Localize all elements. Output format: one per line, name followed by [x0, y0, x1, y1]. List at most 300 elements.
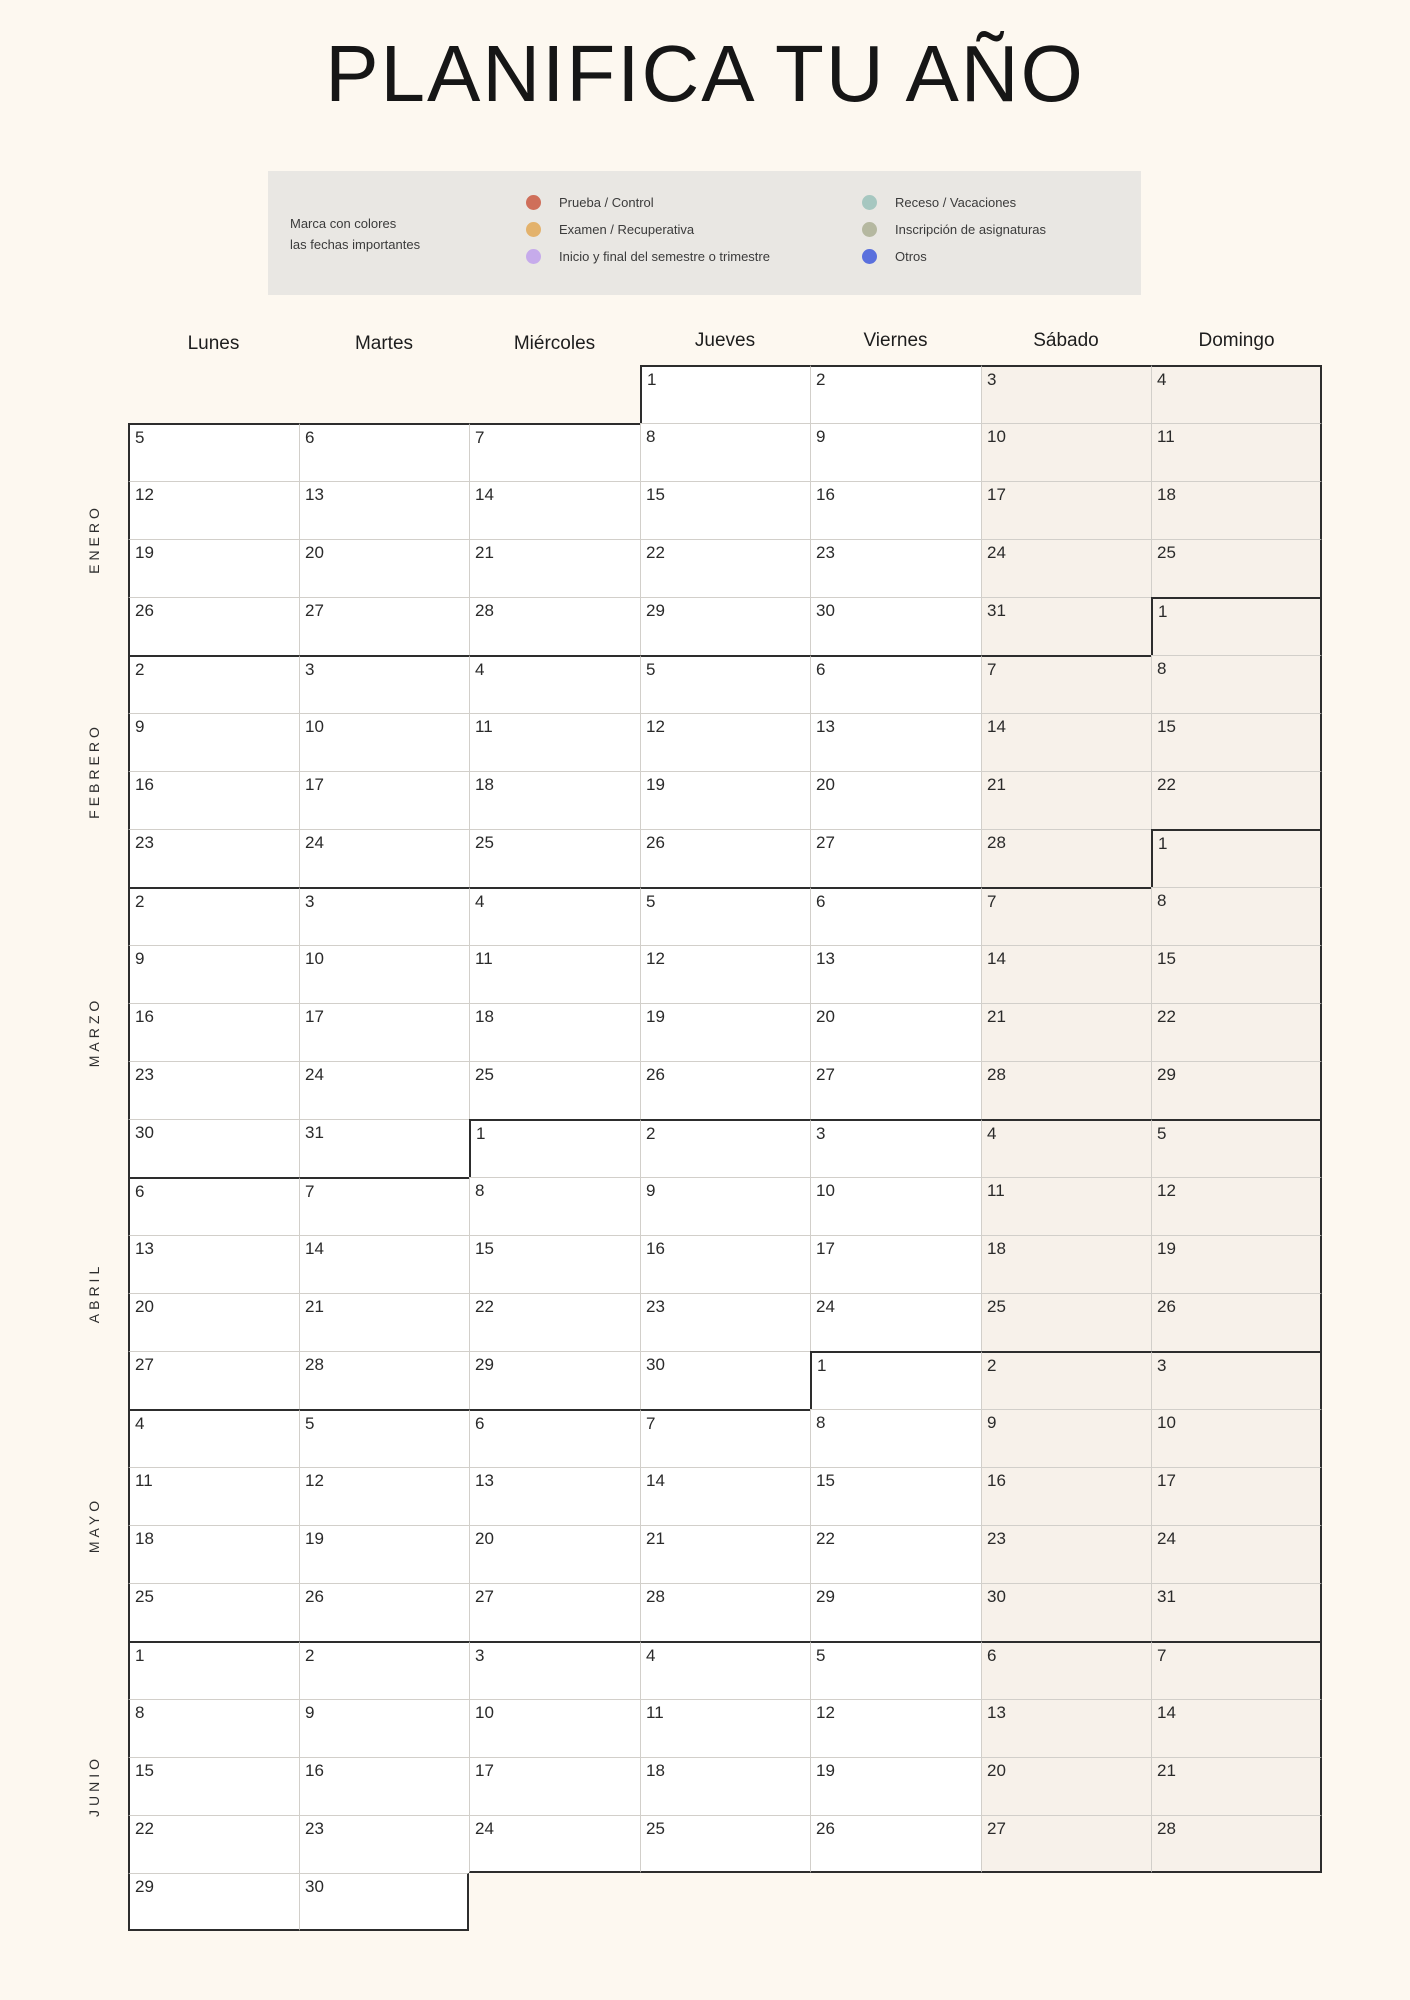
day-cell[interactable]: [981, 1815, 1151, 1873]
day-number: 18: [987, 1239, 1006, 1258]
day-cell[interactable]: [299, 597, 469, 655]
day-cell[interactable]: [1151, 481, 1322, 539]
day-cell[interactable]: [128, 829, 299, 887]
day-number: 13: [816, 949, 835, 968]
day-cell[interactable]: [810, 829, 981, 887]
month-label-enero: ENERO: [86, 504, 102, 574]
legend-dot: [526, 249, 541, 264]
day-number: 15: [1157, 949, 1176, 968]
day-cell[interactable]: [640, 1699, 810, 1757]
legend-item-label: Prueba / Control: [559, 194, 654, 210]
day-cell[interactable]: [469, 1003, 640, 1061]
day-number: 15: [475, 1239, 494, 1258]
day-cell[interactable]: [981, 481, 1151, 539]
day-cell[interactable]: [981, 945, 1151, 1003]
day-number: 25: [987, 1297, 1006, 1316]
page-title: PLANIFICA TU AÑO: [325, 29, 1085, 118]
day-cell[interactable]: [128, 655, 299, 713]
day-cell[interactable]: [810, 1235, 981, 1293]
day-cell[interactable]: [299, 655, 469, 713]
day-cell[interactable]: [640, 887, 810, 945]
day-cell[interactable]: [128, 1293, 299, 1351]
day-cell[interactable]: [810, 1003, 981, 1061]
day-cell[interactable]: [640, 423, 810, 481]
day-cell[interactable]: [299, 1641, 469, 1699]
day-cell[interactable]: [640, 1815, 810, 1873]
day-cell[interactable]: [1151, 1409, 1322, 1467]
day-cell[interactable]: [640, 1757, 810, 1815]
day-cell[interactable]: [469, 1409, 640, 1467]
day-cell[interactable]: [128, 1061, 299, 1119]
day-cell[interactable]: [128, 1757, 299, 1815]
day-cell[interactable]: [810, 945, 981, 1003]
day-cell[interactable]: [981, 713, 1151, 771]
day-number: 3: [305, 892, 315, 911]
day-cell[interactable]: [469, 713, 640, 771]
day-cell[interactable]: [810, 1525, 981, 1583]
day-number: 6: [475, 1414, 485, 1433]
day-number: 6: [816, 660, 826, 679]
day-cell[interactable]: [299, 1293, 469, 1351]
day-cell[interactable]: [128, 887, 299, 945]
day-number: 14: [987, 949, 1006, 968]
day-cell[interactable]: [469, 1699, 640, 1757]
day-cell[interactable]: [299, 713, 469, 771]
day-cell[interactable]: [128, 423, 299, 481]
day-number: 16: [135, 775, 154, 794]
day-cell[interactable]: [299, 1119, 469, 1177]
day-number: 14: [475, 485, 494, 504]
day-cell[interactable]: [810, 1641, 981, 1699]
day-number: 23: [135, 1065, 154, 1084]
day-number: 18: [646, 1761, 665, 1780]
day-cell[interactable]: [810, 597, 981, 655]
day-cell[interactable]: [299, 1177, 469, 1235]
day-cell[interactable]: [128, 1815, 299, 1873]
day-number: 23: [646, 1297, 665, 1316]
day-cell[interactable]: [810, 771, 981, 829]
day-number: 1: [135, 1646, 145, 1665]
day-cell[interactable]: [469, 1757, 640, 1815]
day-cell[interactable]: [981, 1409, 1151, 1467]
day-cell[interactable]: [469, 481, 640, 539]
day-number: 17: [305, 1007, 324, 1026]
day-number: 22: [816, 1529, 835, 1548]
day-cell[interactable]: [810, 887, 981, 945]
day-cell[interactable]: [299, 1757, 469, 1815]
day-number: 3: [475, 1646, 485, 1665]
day-number: 22: [135, 1819, 154, 1838]
day-number: 10: [816, 1181, 835, 1200]
day-number: 4: [987, 1124, 997, 1143]
day-number: 18: [475, 775, 494, 794]
day-cell[interactable]: [981, 1235, 1151, 1293]
day-cell[interactable]: [128, 1235, 299, 1293]
day-cell[interactable]: [640, 945, 810, 1003]
day-cell[interactable]: [1151, 1467, 1322, 1525]
day-number: 25: [646, 1819, 665, 1838]
day-cell[interactable]: [299, 1815, 469, 1873]
day-number: 26: [1157, 1297, 1176, 1316]
day-number: 24: [1157, 1529, 1176, 1548]
day-cell[interactable]: [469, 771, 640, 829]
day-cell[interactable]: [469, 1815, 640, 1873]
day-number: 17: [987, 485, 1006, 504]
day-cell[interactable]: [469, 887, 640, 945]
day-cell[interactable]: [640, 771, 810, 829]
day-cell[interactable]: [469, 1351, 640, 1409]
legend-dot: [862, 195, 877, 210]
day-cell[interactable]: [1151, 1119, 1322, 1177]
day-cell[interactable]: [640, 1409, 810, 1467]
day-cell[interactable]: [128, 1467, 299, 1525]
day-number: 22: [1157, 775, 1176, 794]
day-number: 6: [816, 892, 826, 911]
legend-item-label: Otros: [895, 248, 927, 264]
legend-item-receso: [862, 193, 1016, 211]
day-number: 11: [646, 1703, 664, 1722]
day-cell[interactable]: [640, 1583, 810, 1641]
day-cell[interactable]: [1151, 655, 1322, 713]
day-cell[interactable]: [299, 1873, 469, 1931]
day-number: 28: [305, 1355, 324, 1374]
day-header-domingo: Domingo: [1198, 330, 1275, 351]
day-cell[interactable]: [128, 1409, 299, 1467]
day-cell[interactable]: [1151, 1351, 1322, 1409]
day-number: 24: [305, 833, 324, 852]
day-cell[interactable]: [810, 1699, 981, 1757]
day-cell[interactable]: [981, 1699, 1151, 1757]
day-cell[interactable]: [128, 1351, 299, 1409]
day-cell[interactable]: [469, 1583, 640, 1641]
day-number: 31: [987, 601, 1006, 620]
day-cell[interactable]: [299, 1351, 469, 1409]
day-cell[interactable]: [1151, 1815, 1322, 1873]
day-number: 20: [475, 1529, 494, 1548]
day-cell[interactable]: [640, 1293, 810, 1351]
day-cell[interactable]: [128, 1525, 299, 1583]
day-number: 27: [816, 1065, 835, 1084]
day-number: 26: [646, 833, 665, 852]
day-cell[interactable]: [469, 423, 640, 481]
day-cell[interactable]: [640, 481, 810, 539]
day-cell[interactable]: [810, 1409, 981, 1467]
day-number: 20: [305, 543, 324, 562]
day-number: 12: [1157, 1181, 1176, 1200]
day-cell[interactable]: [1151, 1061, 1322, 1119]
legend-intro-line2: las fechas importantes: [290, 237, 421, 252]
legend-intro: [290, 213, 420, 255]
day-number: 24: [305, 1065, 324, 1084]
day-number: 28: [1157, 1819, 1176, 1838]
day-cell[interactable]: [469, 539, 640, 597]
day-number: 21: [305, 1297, 324, 1316]
day-cell[interactable]: [128, 945, 299, 1003]
day-number: 4: [475, 892, 485, 911]
legend-item-label: Inscripción de asignaturas: [895, 221, 1047, 237]
day-cell[interactable]: [469, 1177, 640, 1235]
day-number: 14: [1157, 1703, 1176, 1722]
day-cell[interactable]: [128, 539, 299, 597]
day-cell[interactable]: [299, 423, 469, 481]
month-label-marzo: MARZO: [86, 996, 102, 1068]
day-header-sabado: Sábado: [1033, 330, 1099, 351]
day-number: 2: [816, 370, 826, 389]
day-cell[interactable]: [981, 1467, 1151, 1525]
day-cell[interactable]: [128, 1003, 299, 1061]
day-cell[interactable]: [469, 1235, 640, 1293]
day-cell[interactable]: [810, 655, 981, 713]
day-cell[interactable]: [640, 713, 810, 771]
day-cell[interactable]: [640, 655, 810, 713]
day-cell[interactable]: [299, 1467, 469, 1525]
day-number: 1: [476, 1124, 486, 1143]
day-cell[interactable]: [299, 481, 469, 539]
day-cell[interactable]: [469, 1467, 640, 1525]
day-number: 10: [987, 427, 1006, 446]
day-cell[interactable]: [810, 365, 981, 423]
day-number: 22: [1157, 1007, 1176, 1026]
day-cell[interactable]: [810, 1351, 981, 1409]
day-cell[interactable]: [981, 1061, 1151, 1119]
day-cell[interactable]: [128, 771, 299, 829]
legend-intro-line1: Marca con colores: [290, 216, 397, 231]
day-cell[interactable]: [640, 597, 810, 655]
legend-dot: [862, 249, 877, 264]
legend-item-label: Inicio y final del semestre o trimestre: [559, 248, 770, 264]
day-cell[interactable]: [469, 829, 640, 887]
day-cell[interactable]: [299, 1583, 469, 1641]
day-number: 28: [475, 601, 494, 620]
day-number: 23: [987, 1529, 1006, 1548]
day-cell[interactable]: [299, 1061, 469, 1119]
day-cell[interactable]: [981, 771, 1151, 829]
day-cell[interactable]: [981, 1351, 1151, 1409]
day-cell[interactable]: [981, 1003, 1151, 1061]
day-cell[interactable]: [128, 481, 299, 539]
day-cell[interactable]: [640, 1003, 810, 1061]
day-number: 2: [646, 1124, 656, 1143]
day-cell[interactable]: [128, 597, 299, 655]
day-cell[interactable]: [1151, 887, 1322, 945]
day-cell[interactable]: [981, 1525, 1151, 1583]
day-number: 21: [1157, 1761, 1176, 1780]
day-cell[interactable]: [469, 1641, 640, 1699]
day-number: 20: [816, 1007, 835, 1026]
day-cell[interactable]: [981, 1293, 1151, 1351]
legend-item-label: Receso / Vacaciones: [895, 194, 1017, 210]
day-number: 1: [1158, 834, 1168, 853]
day-cell[interactable]: [640, 365, 810, 423]
day-cell[interactable]: [810, 1061, 981, 1119]
day-number: 16: [646, 1239, 665, 1258]
day-number: 15: [1157, 717, 1176, 736]
day-cell[interactable]: [640, 1641, 810, 1699]
day-cell[interactable]: [810, 1293, 981, 1351]
day-cell[interactable]: [1151, 597, 1322, 655]
legend-item-inscripcion: [862, 220, 1046, 238]
day-cell[interactable]: [981, 1583, 1151, 1641]
day-cell[interactable]: [1151, 1757, 1322, 1815]
day-number: 9: [816, 427, 826, 446]
day-cell[interactable]: [1151, 1235, 1322, 1293]
day-cell[interactable]: [299, 1235, 469, 1293]
day-cell[interactable]: [810, 1815, 981, 1873]
day-cell[interactable]: [469, 1525, 640, 1583]
month-label-febrero: FEBRERO: [86, 723, 102, 819]
day-cell[interactable]: [1151, 1525, 1322, 1583]
day-cell[interactable]: [981, 1757, 1151, 1815]
day-number: 29: [816, 1587, 835, 1606]
day-cell[interactable]: [640, 1467, 810, 1525]
day-number: 8: [1157, 659, 1167, 678]
day-number: 21: [646, 1529, 665, 1548]
day-cell[interactable]: [981, 597, 1151, 655]
day-number: 12: [135, 485, 154, 504]
day-cell[interactable]: [128, 1177, 299, 1235]
day-number: 13: [816, 717, 835, 736]
day-cell[interactable]: [1151, 829, 1322, 887]
day-cell[interactable]: [1151, 1177, 1322, 1235]
day-header-miercoles: Miércoles: [513, 333, 596, 354]
day-number: 22: [646, 543, 665, 562]
day-cell[interactable]: [299, 1525, 469, 1583]
day-cell[interactable]: [469, 945, 640, 1003]
day-number: 28: [987, 833, 1006, 852]
day-number: 26: [646, 1065, 665, 1084]
day-number: 19: [135, 543, 154, 562]
day-number: 11: [475, 717, 493, 736]
day-number: 5: [305, 1414, 315, 1433]
day-cell[interactable]: [299, 1003, 469, 1061]
day-cell[interactable]: [810, 481, 981, 539]
day-cell[interactable]: [1151, 1583, 1322, 1641]
day-cell[interactable]: [299, 945, 469, 1003]
day-cell[interactable]: [810, 713, 981, 771]
day-number: 18: [475, 1007, 494, 1026]
day-cell[interactable]: [1151, 423, 1322, 481]
day-cell[interactable]: [299, 829, 469, 887]
day-cell[interactable]: [640, 1235, 810, 1293]
day-cell[interactable]: [640, 1061, 810, 1119]
day-cell[interactable]: [128, 1583, 299, 1641]
day-cell[interactable]: [1151, 713, 1322, 771]
day-number: 23: [816, 543, 835, 562]
day-number: 17: [305, 775, 324, 794]
day-number: 18: [1157, 485, 1176, 504]
day-number: 19: [646, 775, 665, 794]
day-cell[interactable]: [469, 597, 640, 655]
day-cell[interactable]: [640, 1351, 810, 1409]
day-cell[interactable]: [299, 1699, 469, 1757]
day-number: 8: [475, 1181, 485, 1200]
day-number: 31: [1157, 1587, 1176, 1606]
day-number: 27: [987, 1819, 1006, 1838]
day-number: 26: [305, 1587, 324, 1606]
day-cell[interactable]: [640, 1119, 810, 1177]
day-cell[interactable]: [640, 829, 810, 887]
day-cell[interactable]: [299, 539, 469, 597]
day-cell[interactable]: [981, 423, 1151, 481]
day-cell[interactable]: [810, 1177, 981, 1235]
legend-item-semestre: [526, 247, 770, 265]
day-cell[interactable]: [128, 1699, 299, 1757]
day-cell[interactable]: [469, 655, 640, 713]
day-number: 7: [305, 1182, 315, 1201]
day-cell[interactable]: [128, 1873, 299, 1931]
day-cell[interactable]: [640, 1525, 810, 1583]
day-number: 10: [305, 949, 324, 968]
day-cell[interactable]: [810, 1757, 981, 1815]
day-cell[interactable]: [299, 887, 469, 945]
day-number: 16: [987, 1471, 1006, 1490]
day-cell[interactable]: [1151, 1699, 1322, 1757]
day-number: 25: [475, 1065, 494, 1084]
day-cell[interactable]: [469, 1119, 640, 1177]
day-cell[interactable]: [1151, 365, 1322, 423]
day-cell[interactable]: [810, 1583, 981, 1641]
day-cell[interactable]: [1151, 1003, 1322, 1061]
month-label-junio: JUNIO: [86, 1755, 102, 1817]
day-number: 19: [646, 1007, 665, 1026]
day-cell[interactable]: [810, 1119, 981, 1177]
day-cell[interactable]: [1151, 539, 1322, 597]
day-cell[interactable]: [299, 1409, 469, 1467]
day-number: 20: [987, 1761, 1006, 1780]
day-cell[interactable]: [128, 713, 299, 771]
day-number: 27: [475, 1587, 494, 1606]
day-cell[interactable]: [1151, 771, 1322, 829]
day-cell[interactable]: [810, 539, 981, 597]
day-number: 8: [1157, 891, 1167, 910]
day-cell[interactable]: [1151, 1293, 1322, 1351]
day-cell[interactable]: [981, 1177, 1151, 1235]
day-number: 30: [816, 601, 835, 620]
day-cell[interactable]: [810, 1467, 981, 1525]
day-cell[interactable]: [1151, 1641, 1322, 1699]
day-number: 10: [1157, 1413, 1176, 1432]
day-number: 12: [646, 717, 665, 736]
day-cell[interactable]: [981, 829, 1151, 887]
day-number: 24: [987, 543, 1006, 562]
day-cell[interactable]: [469, 1293, 640, 1351]
day-cell[interactable]: [299, 771, 469, 829]
day-cell[interactable]: [810, 423, 981, 481]
day-cell[interactable]: [981, 365, 1151, 423]
day-cell[interactable]: [640, 1177, 810, 1235]
day-cell[interactable]: [981, 539, 1151, 597]
day-number: 27: [135, 1355, 154, 1374]
legend-dot: [862, 222, 877, 237]
day-number: 17: [816, 1239, 835, 1258]
day-number: 11: [987, 1181, 1005, 1200]
day-header-lunes: Lunes: [187, 333, 240, 354]
day-cell[interactable]: [981, 1641, 1151, 1699]
day-cell[interactable]: [981, 1119, 1151, 1177]
day-number: 3: [816, 1124, 826, 1143]
day-cell[interactable]: [981, 887, 1151, 945]
day-cell[interactable]: [1151, 945, 1322, 1003]
day-number: 21: [987, 1007, 1006, 1026]
day-cell[interactable]: [640, 539, 810, 597]
day-number: 28: [646, 1587, 665, 1606]
month-label-abril: ABRIL: [86, 1262, 102, 1324]
day-cell[interactable]: [469, 1061, 640, 1119]
day-number: 4: [1157, 370, 1167, 389]
day-cell[interactable]: [128, 1641, 299, 1699]
day-cell[interactable]: [128, 1119, 299, 1177]
day-cell[interactable]: [981, 655, 1151, 713]
